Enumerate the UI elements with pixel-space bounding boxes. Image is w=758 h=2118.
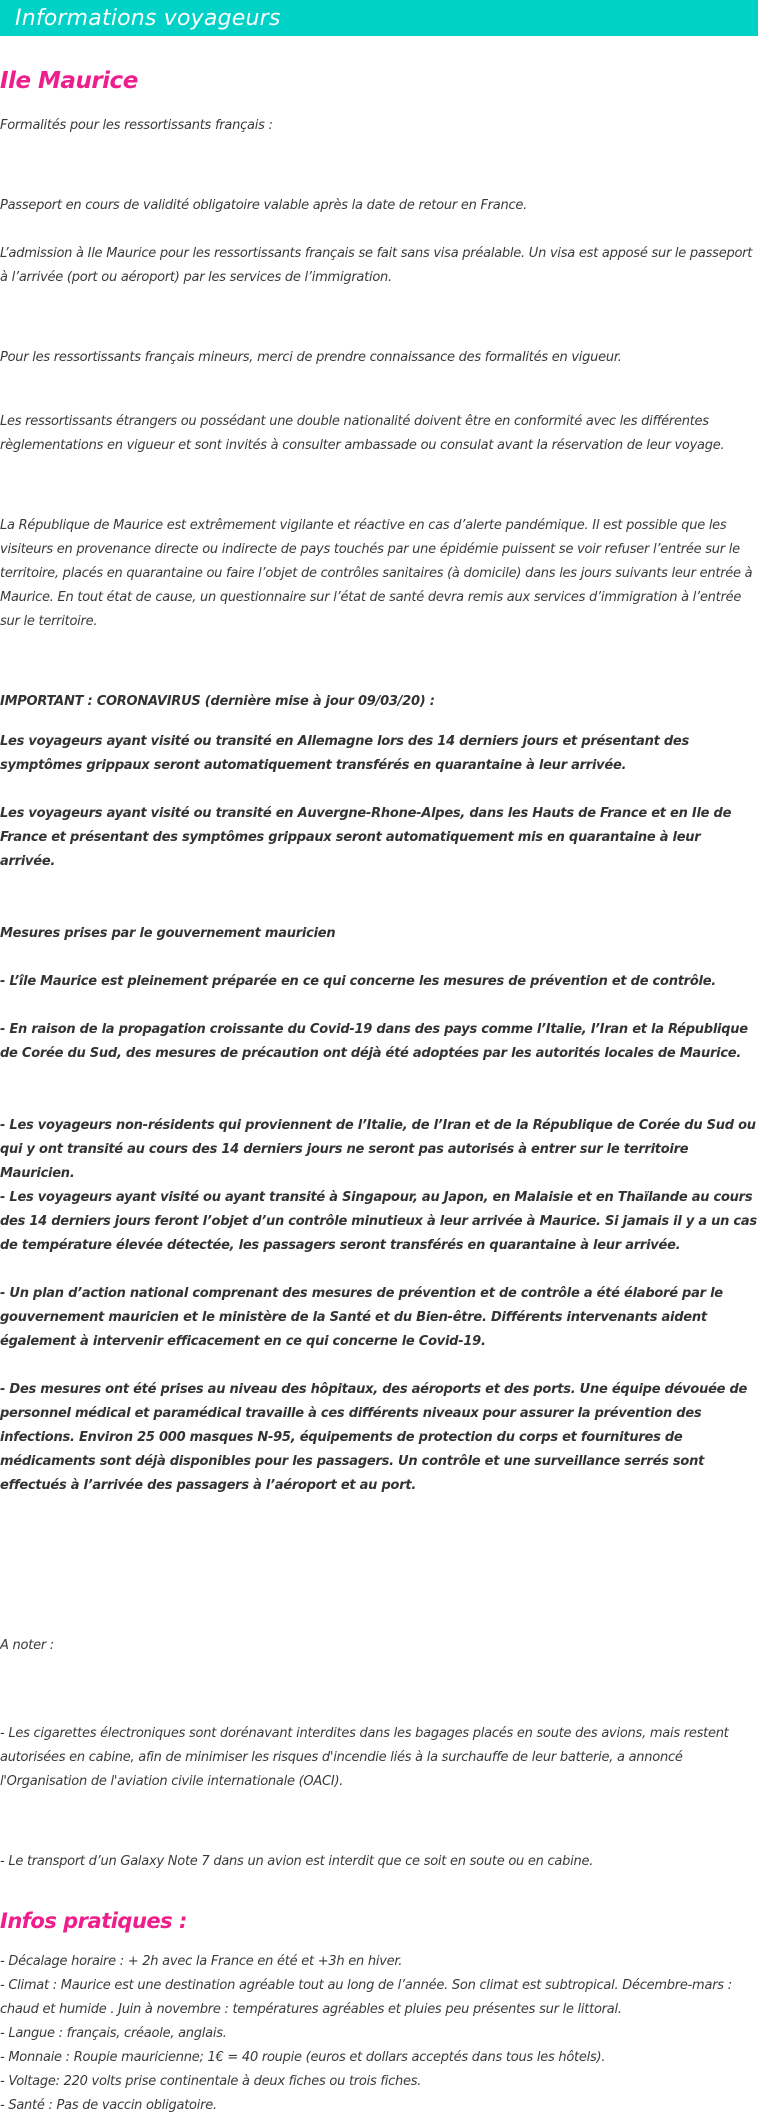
cigarettes-paragraph: - Les cigarettes électroniques sont dorénavant interdites dans les bagages placés en soute des avions, mais restent autorisées en cabine, afin de minimiser les risques d'incendie liés à la surchauffe de leur batterie, a annoncé l'Organisation de l'aviation civile internationale (OACI). [0, 1726, 729, 1789]
mesure-item-2: - En raison de la propagation croissante du Covid-19 dans des pays comme l’Italie, l’Iran et la République de Corée du Sud, des mesures de précaution ont déjà été adoptées par les autorités locales de Maurice. [0, 1022, 748, 1061]
auvergne-paragraph: Les voyageurs ayant visité ou transité en Auvergne-Rhone-Alpes, dans les Hauts de France et en Ile de France et présentant des symptômes grippaux seront automatiquement mis en quarantaine à leur arrivée. [0, 806, 732, 869]
allemagne-paragraph: Les voyageurs ayant visité ou transité en Allemagne lors des 14 derniers jours et présentant des symptômes grippaux seront automatiquement transférés en quarantaine à leur arrivée. [0, 734, 689, 773]
section-title-infos-pratiques: Infos pratiques : [0, 1909, 187, 1933]
header-banner [0, 0, 758, 36]
info-item-voltage: - Voltage: 220 volts prise continentale à deux fiches ou trois fiches. [0, 2074, 422, 2089]
mesure-item-6: - Des mesures ont été prises au niveau des hôpitaux, des aéroports et des ports. Une équipe dévouée de personnel médical et paramédical travaille à ces différents niveaux pour assurer la prévention des infections. Environ 25 000 masques N-95, équipements de protection du corps et fournitures de médicaments sont déjà disponibles pour les passagers. Un contrôle et une surveillance serrés sont effectués à l’arrivée des passagers à l’aéroport et au port. [0, 1382, 748, 1493]
info-item-climat: - Climat : Maurice est une destination agréable tout au long de l’année. Son climat est subtropical. Décembre-mars : chaud et humide . Juin à novembre : températures agréables et pluies peu présentes sur le littoral. [0, 1978, 732, 2017]
info-item-monnaie: - Monnaie : Roupie mauricienne; 1€ = 40 roupie (euros et dollars acceptés dans tous les hôtels). [0, 2050, 606, 2065]
formalites-heading: Formalités pour les ressortissants français : [0, 118, 273, 133]
mesure-item-4: - Les voyageurs ayant visité ou ayant transité à Singapour, au Japon, en Malaisie et en Thaïlande au cours des 14 derniers jours feront l’objet d’un contrôle minutieux à leur arrivée à Maurice. Si jamais il y a un cas de température élevée détectée, les passagers seront transférés en quarantaine à leur arrivée. [0, 1190, 757, 1253]
mesure-item-1: - L’île Maurice est pleinement préparée en ce qui concerne les mesures de prévention et de contrôle. [0, 974, 716, 989]
coronavirus-heading: IMPORTANT : CORONAVIRUS (dernière mise à jour 09/03/20) : [0, 694, 435, 709]
etrangers-paragraph: Les ressortissants étrangers ou possédant une double nationalité doivent être en conformité avec les différentes règlementations en vigueur et sont invités à consulter ambassade ou consulat avant la réservation de leur voyage. [0, 414, 725, 453]
galaxy-paragraph: - Le transport d’un Galaxy Note 7 dans un avion est interdit que ce soit en soute ou en cabine. [0, 1854, 594, 1869]
passeport-paragraph: Passeport en cours de validité obligatoire valable après la date de retour en France. [0, 198, 528, 213]
mesures-heading: Mesures prises par le gouvernement mauricien [0, 926, 336, 941]
a-noter-heading: A noter : [0, 1638, 54, 1653]
info-item-sante: - Santé : Pas de vaccin obligatoire. [0, 2098, 217, 2113]
info-item-langue: - Langue : français, créaole, anglais. [0, 2026, 227, 2041]
info-item-decalage: - Décalage horaire : + 2h avec la France en été et +3h en hiver. [0, 1954, 403, 1969]
admission-paragraph: L’admission à Ile Maurice pour les ressortissants français se fait sans visa préalable. Un visa est apposé sur le passeport à l’arrivée (port ou aéroport) par les services de l’immigration. [0, 246, 753, 285]
mesure-item-5: - Un plan d’action national comprenant des mesures de prévention et de contrôle a été élaboré par le gouvernement mauricien et le ministère de la Santé et du Bien-être. Différents intervenants aident également à intervenir efficacement en ce qui concerne le Covid-19. [0, 1286, 723, 1349]
section-title-ile-maurice: Ile Maurice [0, 68, 138, 94]
mineurs-paragraph: Pour les ressortissants français mineurs, merci de prendre connaissance des formalités en vigueur. [0, 350, 622, 365]
page-title: Informations voyageurs [15, 5, 281, 31]
mesure-item-3: - Les voyageurs non-résidents qui proviennent de l’Italie, de l’Iran et de la République de Corée du Sud ou qui y ont transité au cours des 14 derniers jours ne seront pas autorisés à entrer sur le territoire Mauricien. [0, 1118, 756, 1181]
pandemie-paragraph: La République de Maurice est extrêmement vigilante et réactive en cas d’alerte pandémique. Il est possible que les visiteurs en provenance directe ou indirecte de pays touchés par une épidémie puissent se voir refuser l’entrée sur le territoire, placés en quarantaine ou faire l’objet de contrôles sanitaires (à domicile) dans les jours suivants leur entrée à Maurice. En tout état de cause, un questionnaire sur l’état de santé devra remis aux services d’immigration à l’entrée sur le territoire. [0, 518, 753, 629]
